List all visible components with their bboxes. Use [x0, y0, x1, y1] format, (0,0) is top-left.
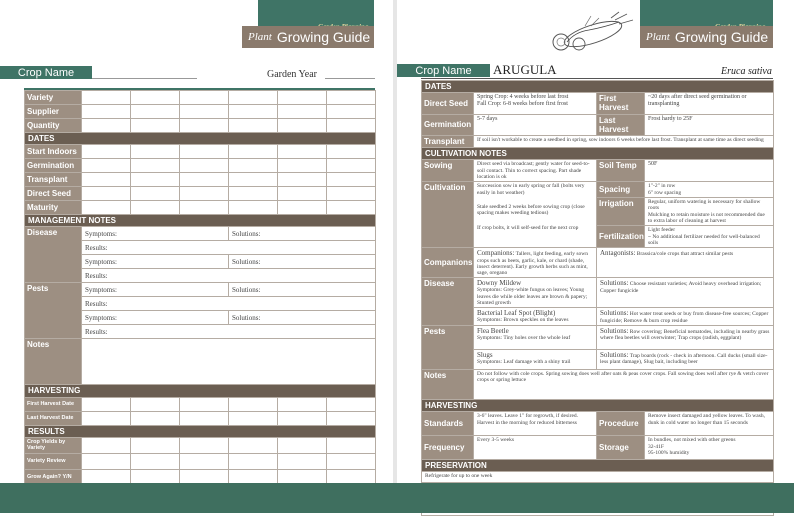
form-row: [25, 105, 376, 119]
sowing-label: Sowing: [422, 160, 474, 182]
variety-label: Variety: [25, 91, 82, 105]
harvesting-section-header: HARVESTING: [422, 400, 774, 412]
direct-seed-label: Direct Seed: [422, 93, 474, 114]
pest-2-sol-title: Solutions:: [600, 351, 629, 360]
header-plant-text: Plant: [646, 31, 670, 43]
pest-1-text: Symptoms: Tiny holes over the whole leaf: [477, 335, 571, 342]
results-section-header: RESULTS: [25, 425, 376, 437]
pests-symptoms-1: Symptoms:: [82, 283, 229, 297]
preservation-text: Refrigerate for up to one week: [422, 472, 774, 483]
direct-seed-label: Direct Seed: [25, 187, 82, 201]
disease-symptoms-2: Symptoms:: [82, 255, 229, 269]
first-harvest-label: First Harvest: [597, 93, 645, 114]
companions-label: Companions: [422, 248, 474, 278]
quantity-label: Quantity: [25, 119, 82, 133]
top-rule: [421, 78, 773, 79]
procedure-text: Remove insect damaged and yellow leaves. To wash, dunk in cold water no longer than 15 seconds: [645, 412, 774, 436]
pest-2-cell: [474, 350, 597, 370]
antagonists-title: Antagonists:: [600, 249, 636, 258]
transplant-label: Transplant: [25, 173, 82, 187]
supplier-label: Supplier: [25, 105, 82, 119]
last-harvest-date-label: Last Harvest Date: [25, 411, 82, 425]
disease-1-title: Downy Mildew: [477, 279, 522, 288]
disease-2-sol-title: Solutions:: [600, 309, 629, 318]
pests-label: Pests: [25, 283, 82, 339]
soil-temp-label: Soil Temp: [597, 160, 645, 182]
right-guide-table: [421, 80, 774, 516]
crop-yields-label: Crop Yields by Variety: [25, 437, 82, 453]
header-title-text: Growing Guide: [674, 29, 769, 45]
antagonists-cell: [597, 248, 774, 278]
pests-results-1: Results:: [82, 297, 376, 311]
disease-2-solutions: [597, 308, 774, 326]
pests-solutions-1: Solutions:: [229, 283, 376, 297]
procedure-label: Procedure: [597, 412, 645, 436]
cultivation-text-2: Stale seedbed 2 weeks before sowing crop (close spacing makes weeding tedious): [477, 203, 585, 217]
crop-name-label: Crop Name: [0, 66, 92, 79]
notes-text: Do not follow with cole crops. Spring sowing does well after oats & peas cover crops. Fall sowing does well after rye & vetch cover crops or spring lettuce: [474, 370, 774, 400]
transplant-text: If soil isn't workable to create a seedbed in spring, sow indoors 6 weeks before last frost. Transplant at same time as direct seeding: [474, 135, 774, 147]
crop-name-line: [92, 78, 197, 79]
cultivation-text-1: Succession sow in early spring or fall (bolts very easily in hot weather): [477, 183, 585, 196]
pests-symptoms-2: Symptoms:: [82, 311, 229, 325]
dates-section-header: DATES: [25, 133, 376, 145]
disease-1-solutions: [597, 278, 774, 308]
disease-1-sol-title: Solutions:: [600, 279, 629, 288]
storage-text: In bundles, not mixed with other greens 32-41F 95-100% humidity: [645, 436, 774, 460]
pest-1-title: Flea Beetle: [477, 327, 509, 336]
pest-1-cell: [474, 326, 597, 350]
germination-text: 5-7 days: [474, 114, 597, 135]
pests-solutions-2: Solutions:: [229, 311, 376, 325]
notes-label: Notes: [25, 339, 82, 385]
pests-results-2: Results:: [82, 325, 376, 339]
disease-2-cell: [474, 308, 597, 326]
transplant-label: Transplant: [422, 135, 474, 147]
crop-name-label: Crop Name: [397, 64, 490, 77]
pest-2-sol-text: Trap boards (rock - check in afternoon. Call ducks (small size-less plant damage), Slug bait, including beer: [600, 353, 768, 366]
form-row: [25, 119, 376, 133]
disease-2-title: Bacterial Leaf Spot (Blight): [477, 309, 556, 318]
header-plant-text: Plant: [248, 31, 272, 43]
scientific-name: Eruca sativa: [721, 66, 772, 77]
sowing-text: Direct seed via broadcast; gently water for seed-to-soil contact. Thin to correct spacing. Part shade location is ok: [474, 160, 597, 182]
harvesting-section-header: HARVESTING: [25, 385, 376, 397]
irrigation-text: Regular, uniform watering is necessary for shallow roots Mulching to retain moisture is not recommended due to extra labor of cleaning at harvest: [645, 197, 774, 225]
soil-temp-text: 50F: [645, 160, 774, 182]
dates-section-header: DATES: [422, 81, 774, 93]
header-title-text: Growing Guide: [276, 29, 371, 45]
cultivation-label: Cultivation: [422, 182, 474, 248]
antagonists-text: Brassica/cole crops that attract similar pests: [636, 251, 734, 258]
vegetables-illustration-icon: [545, 12, 637, 54]
direct-seed-text: Spring Crop: 4 weeks before last frost Fall Crop: 6-8 weeks before first frost: [474, 93, 597, 114]
first-harvest-date-label: First Harvest Date: [25, 397, 82, 411]
maturity-label: Maturity: [25, 201, 82, 215]
variety-review-label: Variety Review: [25, 453, 82, 469]
pest-2-solutions: [597, 350, 774, 370]
grow-again-label: Grow Again? Y/N: [25, 469, 82, 485]
left-form-table: [24, 90, 376, 486]
pest-2-text: Symptoms: Leaf damage with a shiny trail: [477, 359, 571, 366]
disease-2-sol-text: Hot water treat seeds or buy from disease-free sources; Copper fungicide; Remove & burn crop residue: [600, 311, 769, 324]
germination-label: Germination: [25, 159, 82, 173]
notes-label: Notes: [422, 370, 474, 400]
footer-band: [0, 483, 794, 513]
standards-label: Standards: [422, 412, 474, 436]
frequency-label: Frequency: [422, 436, 474, 460]
companions-text: Tallers, light feeding, early sown crops such as beets, garlic, kale, or chard (shade, insect deterrent). Early growth herbs such as mint, sage, oregano: [477, 251, 588, 277]
germination-label: Germination: [422, 114, 474, 135]
cultivation-section-header: CULTIVATION NOTES: [422, 148, 774, 160]
first-harvest-text: ~20 days after direct seed germination or transplanting: [645, 93, 774, 114]
crop-name-value: ARUGULA: [493, 62, 557, 77]
cultivation-text: [474, 182, 597, 248]
disease-1-cell: [474, 278, 597, 308]
preservation-section-header: PRESERVATION: [422, 460, 774, 472]
disease-label: Disease: [25, 227, 82, 283]
header-title-bar: [242, 26, 374, 48]
irrigation-label: Irrigation: [597, 197, 645, 225]
disease-1-sol-text: Choose resistant varieties; Avoid heavy overhead irrigation; Copper fungicide: [600, 281, 762, 294]
last-harvest-text: Frost hardy to 25F: [645, 114, 774, 135]
disease-results-1: Results:: [82, 241, 376, 255]
garden-year-line: [325, 78, 375, 79]
companions-cell: [474, 248, 597, 278]
fertilization-label: Fertilization: [597, 226, 645, 248]
storage-label: Storage: [597, 436, 645, 460]
left-page: [0, 0, 393, 483]
frequency-text: Every 3-5 weeks: [474, 436, 597, 460]
cultivation-text-3: If crop bolts, it will self-seed for the next crop: [477, 224, 579, 231]
garden-year-label: Garden Year: [267, 69, 317, 80]
right-page: [397, 0, 794, 483]
pest-1-solutions: [597, 326, 774, 350]
disease-label: Disease: [422, 278, 474, 326]
disease-solutions-2: Solutions:: [229, 255, 376, 269]
spacing-text: 1"-2" in row 6" row spacing: [645, 182, 774, 198]
fertilization-text: Light feeder ~ No additional fertilizer needed for well-balanced soils: [645, 226, 774, 248]
pest-1-sol-title: Solutions:: [600, 327, 629, 336]
management-section-header: MANAGEMENT NOTES: [25, 215, 376, 227]
form-row: [25, 91, 376, 105]
disease-results-2: Results:: [82, 269, 376, 283]
last-harvest-label: Last Harvest: [597, 114, 645, 135]
standards-text: 3-6" leaves. Leave 1" for regrowth, if desired. Harvest in the morning for reduced bitterness: [474, 412, 597, 436]
pests-label: Pests: [422, 326, 474, 370]
disease-1-text: Symptoms: Grey-white fungus on leaves; Young leaves die while older leaves are brown & papery; Stunted growth: [477, 287, 588, 307]
companions-title: Companions:: [477, 249, 515, 258]
disease-solutions-1: Solutions:: [229, 227, 376, 241]
spacing-label: Spacing: [597, 182, 645, 198]
start-indoors-label: Start Indoors: [25, 145, 82, 159]
pest-2-title: Slugs: [477, 351, 493, 360]
disease-symptoms-1: Symptoms:: [82, 227, 229, 241]
pest-1-sol-text: Row covering; Beneficial nematodes, including in nearby grass where flea beetles will overwinter; Trap crops (radish, eggplant): [600, 329, 770, 342]
disease-2-text: Symptoms: Brown speckles on the leaves: [477, 317, 569, 324]
header-title-bar: [640, 26, 773, 48]
